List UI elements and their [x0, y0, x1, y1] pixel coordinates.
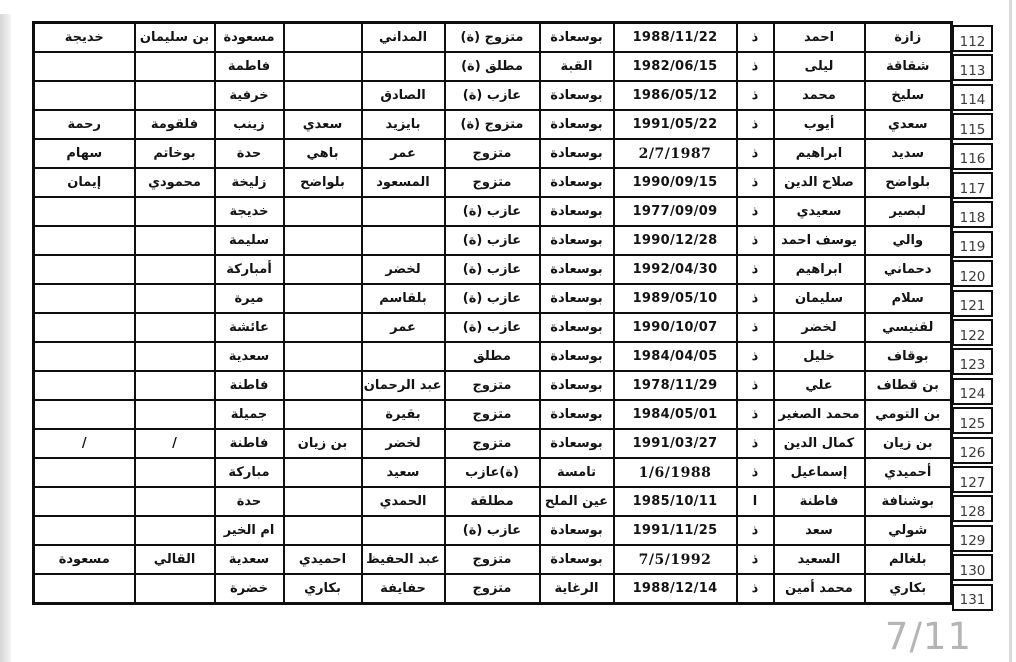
cell-marital-status: متزوج	[445, 139, 540, 168]
cell-gender: ذ	[737, 545, 774, 574]
cell-first-name: كمال الدين	[774, 429, 865, 458]
row-number-box: 119	[952, 231, 993, 258]
cell-birth-place: تامسة	[540, 458, 614, 487]
cell-spouse-surname	[135, 313, 215, 342]
table-row	[34, 52, 952, 81]
cell-surname: بكاري	[865, 574, 952, 604]
cell-mother-name: ام الخير	[215, 516, 284, 545]
row-number-box: 125	[952, 407, 993, 434]
cell-spouse-first-name: إيمان	[34, 168, 135, 197]
cell-gender: ذ	[737, 516, 774, 545]
row-number-box: 127	[952, 466, 993, 493]
cell-father-name: المداني	[362, 23, 445, 53]
cell-gender: ذ	[737, 400, 774, 429]
cell-father-name: عمر	[362, 139, 445, 168]
cell-first-name: لخضر	[774, 313, 865, 342]
cell-birth-place: بوسعادة	[540, 313, 614, 342]
cell-first-name: سليمان	[774, 284, 865, 313]
cell-spouse-first-name	[34, 371, 135, 400]
cell-first-name: أيوب	[774, 110, 865, 139]
cell-marital-status: متزوج	[445, 574, 540, 604]
table-row	[34, 168, 952, 197]
cell-birth-place: القبة	[540, 52, 614, 81]
cell-relative-name: سعدي	[284, 110, 362, 139]
cell-spouse-first-name: سهام	[34, 139, 135, 168]
cell-gender: ذ	[737, 458, 774, 487]
cell-spouse-first-name	[34, 255, 135, 284]
cell-father-name: لخضر	[362, 255, 445, 284]
cell-marital-status: متزوج	[445, 168, 540, 197]
cell-mother-name: فاطنة	[215, 429, 284, 458]
row-number-column	[952, 0, 993, 662]
cell-birth-date: 1986/05/12	[614, 81, 737, 110]
table-row	[34, 516, 952, 545]
cell-father-name: بلقاسم	[362, 284, 445, 313]
cell-first-name: محمد	[774, 81, 865, 110]
cell-birth-date: 1985/10/11	[614, 487, 737, 516]
table-row	[34, 371, 952, 400]
cell-marital-status: عازب (ة)	[445, 516, 540, 545]
cell-birth-date: 1984/04/05	[614, 342, 737, 371]
table-row	[34, 23, 952, 53]
cell-relative-name	[284, 371, 362, 400]
cell-first-name: السعيد	[774, 545, 865, 574]
cell-birth-date: 1990/10/07	[614, 313, 737, 342]
cell-surname: شقاقة	[865, 52, 952, 81]
row-number-box: 116	[952, 143, 993, 170]
row-number-box: 129	[952, 525, 993, 552]
cell-birth-place: بوسعادة	[540, 545, 614, 574]
cell-mother-name: جميلة	[215, 400, 284, 429]
table-row	[34, 545, 952, 574]
cell-spouse-first-name	[34, 81, 135, 110]
cell-birth-place: بوسعادة	[540, 168, 614, 197]
row-number-box: 124	[952, 378, 993, 405]
cell-spouse-first-name	[34, 458, 135, 487]
cell-spouse-first-name	[34, 226, 135, 255]
cell-surname: سعدي	[865, 110, 952, 139]
page-left-edge	[0, 14, 11, 662]
cell-spouse-surname	[135, 81, 215, 110]
cell-relative-name: احميدي	[284, 545, 362, 574]
cell-birth-place: بوسعادة	[540, 81, 614, 110]
cell-birth-place: بوسعادة	[540, 226, 614, 255]
row-number-box: 128	[952, 495, 993, 522]
cell-marital-status: مطلق (ة)	[445, 52, 540, 81]
row-number-box: 115	[952, 113, 993, 140]
table-row	[34, 255, 952, 284]
row-number-box: 126	[952, 437, 993, 464]
table-row	[34, 342, 952, 371]
cell-father-name: سعيد	[362, 458, 445, 487]
cell-relative-name: بكاري	[284, 574, 362, 604]
cell-birth-place: بوسعادة	[540, 342, 614, 371]
cell-surname: بن زيان	[865, 429, 952, 458]
page-right-edge	[1009, 0, 1012, 662]
cell-surname: بوشنافة	[865, 487, 952, 516]
cell-first-name: فاطنة	[774, 487, 865, 516]
row-number-box: 130	[952, 554, 993, 581]
cell-birth-date: 1991/03/27	[614, 429, 737, 458]
cell-gender: ذ	[737, 574, 774, 604]
cell-spouse-first-name: مسعودة	[34, 545, 135, 574]
cell-mother-name: سليمة	[215, 226, 284, 255]
cell-birth-date: 1988/11/22	[614, 23, 737, 53]
cell-gender: ذ	[737, 371, 774, 400]
cell-birth-place: بوسعادة	[540, 429, 614, 458]
cell-relative-name	[284, 226, 362, 255]
cell-surname: دحماني	[865, 255, 952, 284]
cell-surname: سليخ	[865, 81, 952, 110]
cell-spouse-surname: بوخاتم	[135, 139, 215, 168]
cell-first-name: ليلى	[774, 52, 865, 81]
table-row	[34, 284, 952, 313]
cell-spouse-surname	[135, 255, 215, 284]
cell-spouse-first-name	[34, 516, 135, 545]
cell-first-name: ابراهيم	[774, 139, 865, 168]
cell-marital-status: متزوج	[445, 371, 540, 400]
cell-relative-name: بلواضح	[284, 168, 362, 197]
cell-spouse-surname	[135, 52, 215, 81]
cell-spouse-first-name	[34, 197, 135, 226]
cell-spouse-first-name: /	[34, 429, 135, 458]
cell-first-name: سعيدي	[774, 197, 865, 226]
cell-gender: ذ	[737, 52, 774, 81]
cell-relative-name	[284, 197, 362, 226]
row-number-box: 113	[952, 54, 993, 81]
cell-gender: ذ	[737, 81, 774, 110]
cell-gender: ذ	[737, 429, 774, 458]
cell-mother-name: ميرة	[215, 284, 284, 313]
cell-surname: زازة	[865, 23, 952, 53]
cell-mother-name: خرفية	[215, 81, 284, 110]
cell-birth-date: 1990/09/15	[614, 168, 737, 197]
cell-birth-date: 1982/06/15	[614, 52, 737, 81]
cell-gender: ذ	[737, 139, 774, 168]
cell-birth-date: 1978/11/29	[614, 371, 737, 400]
cell-surname: بوقاف	[865, 342, 952, 371]
cell-father-name	[362, 226, 445, 255]
cell-surname: بلغالم	[865, 545, 952, 574]
cell-spouse-surname: محمودي	[135, 168, 215, 197]
cell-surname: شولي	[865, 516, 952, 545]
cell-spouse-surname	[135, 371, 215, 400]
cell-birth-date: 1992/04/30	[614, 255, 737, 284]
cell-birth-date: 1991/05/22	[614, 110, 737, 139]
cell-spouse-first-name	[34, 342, 135, 371]
cell-birth-place: بوسعادة	[540, 284, 614, 313]
cell-marital-status: عازب (ة)	[445, 313, 540, 342]
cell-spouse-surname: /	[135, 429, 215, 458]
cell-gender: ذ	[737, 313, 774, 342]
cell-father-name: الحمدي	[362, 487, 445, 516]
cell-first-name: محمد الصغير	[774, 400, 865, 429]
cell-birth-date: 1/6/1988	[614, 458, 737, 487]
cell-birth-date: 1991/11/25	[614, 516, 737, 545]
row-number-box: 120	[952, 260, 993, 287]
cell-relative-name	[284, 400, 362, 429]
cell-birth-date: 2/7/1987	[614, 139, 737, 168]
cell-spouse-first-name	[34, 487, 135, 516]
cell-mother-name: سعدية	[215, 545, 284, 574]
cell-birth-place: عين الملح	[540, 487, 614, 516]
cell-birth-place: بوسعادة	[540, 255, 614, 284]
cell-spouse-surname	[135, 516, 215, 545]
cell-father-name	[362, 516, 445, 545]
page-indicator: 7/11	[884, 615, 972, 658]
cell-father-name: لخضر	[362, 429, 445, 458]
civil-records-table	[32, 21, 953, 605]
cell-first-name: ابراهيم	[774, 255, 865, 284]
cell-father-name: بقيرة	[362, 400, 445, 429]
cell-surname: بلواضح	[865, 168, 952, 197]
cell-spouse-first-name	[34, 313, 135, 342]
cell-father-name: عبد الرحمان	[362, 371, 445, 400]
cell-father-name	[362, 342, 445, 371]
cell-birth-place: بوسعادة	[540, 371, 614, 400]
cell-relative-name	[284, 23, 362, 53]
cell-surname: بن التومي	[865, 400, 952, 429]
row-number-box: 117	[952, 172, 993, 199]
cell-mother-name: مسعودة	[215, 23, 284, 53]
cell-birth-place: بوسعادة	[540, 110, 614, 139]
row-number-box: 114	[952, 84, 993, 111]
cell-relative-name	[284, 487, 362, 516]
cell-spouse-surname	[135, 574, 215, 604]
cell-spouse-surname	[135, 342, 215, 371]
cell-first-name: يوسف احمد	[774, 226, 865, 255]
cell-marital-status: عازب (ة)	[445, 226, 540, 255]
cell-birth-date: 1990/12/28	[614, 226, 737, 255]
cell-father-name: عبد الحفيظ	[362, 545, 445, 574]
table-row	[34, 429, 952, 458]
cell-first-name: محمد أمين	[774, 574, 865, 604]
cell-mother-name: حدة	[215, 487, 284, 516]
cell-marital-status: عازب (ة)	[445, 255, 540, 284]
cell-marital-status: متزوج	[445, 429, 540, 458]
cell-birth-place: بوسعادة	[540, 139, 614, 168]
cell-spouse-surname	[135, 284, 215, 313]
cell-spouse-first-name	[34, 574, 135, 604]
cell-mother-name: مباركة	[215, 458, 284, 487]
cell-relative-name: بن زيان	[284, 429, 362, 458]
cell-spouse-surname	[135, 400, 215, 429]
row-number-box: 122	[952, 319, 993, 346]
cell-surname: سلام	[865, 284, 952, 313]
cell-marital-status: (ة)عازب	[445, 458, 540, 487]
cell-relative-name	[284, 81, 362, 110]
cell-first-name: سعد	[774, 516, 865, 545]
cell-spouse-surname	[135, 458, 215, 487]
cell-birth-place: بوسعادة	[540, 400, 614, 429]
table-row	[34, 487, 952, 516]
cell-relative-name: باهي	[284, 139, 362, 168]
cell-gender: ذ	[737, 197, 774, 226]
cell-marital-status: عازب (ة)	[445, 284, 540, 313]
cell-relative-name	[284, 313, 362, 342]
cell-birth-place: بوسعادة	[540, 23, 614, 53]
cell-mother-name: سعدية	[215, 342, 284, 371]
cell-birth-date: 7/5/1992	[614, 545, 737, 574]
cell-mother-name: حدة	[215, 139, 284, 168]
cell-first-name: إسماعيل	[774, 458, 865, 487]
cell-first-name: صلاح الدين	[774, 168, 865, 197]
cell-marital-status: متزوج (ة)	[445, 110, 540, 139]
cell-marital-status: متزوج (ة)	[445, 23, 540, 53]
cell-birth-place: بوسعادة	[540, 197, 614, 226]
row-number-box: 118	[952, 201, 993, 228]
cell-father-name: حفايفة	[362, 574, 445, 604]
cell-spouse-surname	[135, 226, 215, 255]
cell-gender: ذ	[737, 284, 774, 313]
cell-first-name: علي	[774, 371, 865, 400]
cell-father-name	[362, 197, 445, 226]
cell-gender: ا	[737, 487, 774, 516]
table-row	[34, 110, 952, 139]
cell-marital-status: متزوج	[445, 400, 540, 429]
row-number-box: 123	[952, 348, 993, 375]
table-row	[34, 197, 952, 226]
table-row	[34, 400, 952, 429]
cell-first-name: احمد	[774, 23, 865, 53]
cell-gender: ذ	[737, 226, 774, 255]
cell-birth-place: بوسعادة	[540, 516, 614, 545]
cell-mother-name: زينب	[215, 110, 284, 139]
cell-mother-name: زليخة	[215, 168, 284, 197]
cell-marital-status: متزوج	[445, 545, 540, 574]
cell-gender: ذ	[737, 110, 774, 139]
row-number-box: 121	[952, 290, 993, 317]
cell-birth-date: 1988/12/14	[614, 574, 737, 604]
cell-relative-name	[284, 52, 362, 81]
cell-surname: لقنيسي	[865, 313, 952, 342]
cell-relative-name	[284, 255, 362, 284]
cell-father-name: المسعود	[362, 168, 445, 197]
cell-gender: ذ	[737, 342, 774, 371]
cell-spouse-first-name: رحمة	[34, 110, 135, 139]
cell-spouse-surname: بن سليمان	[135, 23, 215, 53]
row-number-box: 112	[952, 25, 993, 52]
cell-surname: لبصير	[865, 197, 952, 226]
cell-mother-name: فاطمة	[215, 52, 284, 81]
cell-mother-name: خضرة	[215, 574, 284, 604]
cell-relative-name	[284, 516, 362, 545]
cell-marital-status: مطلق	[445, 342, 540, 371]
cell-mother-name: خديجة	[215, 197, 284, 226]
cell-father-name	[362, 52, 445, 81]
table-row	[34, 574, 952, 604]
cell-gender: ذ	[737, 23, 774, 53]
row-number-box: 131	[952, 584, 993, 611]
cell-spouse-surname: القالي	[135, 545, 215, 574]
cell-marital-status: عازب (ة)	[445, 197, 540, 226]
cell-gender: ذ	[737, 168, 774, 197]
table-row	[34, 458, 952, 487]
cell-surname: والي	[865, 226, 952, 255]
cell-spouse-surname	[135, 197, 215, 226]
cell-father-name: بايزيد	[362, 110, 445, 139]
cell-marital-status: مطلقة	[445, 487, 540, 516]
cell-father-name: عمر	[362, 313, 445, 342]
cell-mother-name: فاطنة	[215, 371, 284, 400]
cell-birth-place: الرغاية	[540, 574, 614, 604]
cell-surname: أحميدي	[865, 458, 952, 487]
cell-surname: سديد	[865, 139, 952, 168]
table-row	[34, 81, 952, 110]
table-row	[34, 226, 952, 255]
table-row	[34, 313, 952, 342]
cell-birth-date: 1989/05/10	[614, 284, 737, 313]
table-row	[34, 139, 952, 168]
cell-first-name: خليل	[774, 342, 865, 371]
cell-relative-name	[284, 284, 362, 313]
cell-marital-status: عازب (ة)	[445, 81, 540, 110]
cell-surname: بن قطاف	[865, 371, 952, 400]
cell-mother-name: عائشة	[215, 313, 284, 342]
cell-spouse-first-name	[34, 52, 135, 81]
cell-spouse-surname: فلقومة	[135, 110, 215, 139]
cell-spouse-first-name: خديجة	[34, 23, 135, 53]
cell-spouse-first-name	[34, 284, 135, 313]
cell-mother-name: أمباركة	[215, 255, 284, 284]
cell-relative-name	[284, 458, 362, 487]
cell-spouse-first-name	[34, 400, 135, 429]
cell-gender: ذ	[737, 255, 774, 284]
cell-birth-date: 1984/05/01	[614, 400, 737, 429]
cell-father-name: الصادق	[362, 81, 445, 110]
cell-spouse-surname	[135, 487, 215, 516]
cell-relative-name	[284, 342, 362, 371]
cell-birth-date: 1977/09/09	[614, 197, 737, 226]
